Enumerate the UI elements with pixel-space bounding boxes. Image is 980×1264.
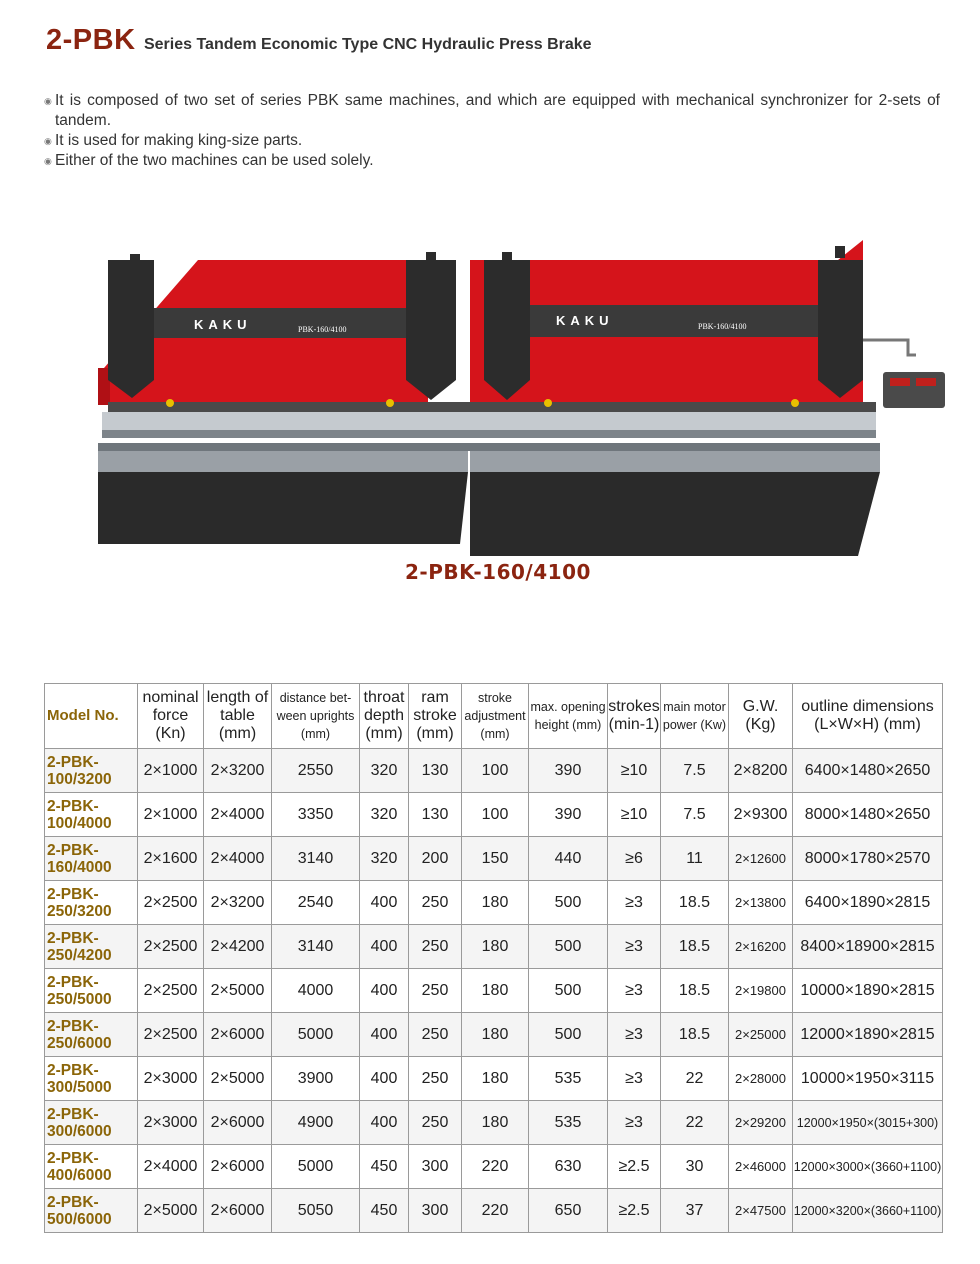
cell-throat-depth: 400 bbox=[360, 925, 409, 969]
cell-outline-dimensions: 6400×1480×2650 bbox=[793, 749, 943, 793]
cell-ram-stroke: 250 bbox=[409, 925, 462, 969]
cell-motor-power: 22 bbox=[661, 1101, 729, 1145]
cell-nominal-force: 2×1600 bbox=[138, 837, 204, 881]
feature-item bbox=[44, 151, 940, 171]
col-table-length: length of table (mm) bbox=[204, 684, 272, 749]
cell-nominal-force: 2×4000 bbox=[138, 1145, 204, 1189]
cell-model: 2-PBK-250/5000 bbox=[45, 969, 138, 1013]
cell-ram-stroke: 250 bbox=[409, 1013, 462, 1057]
cell-upright-distance: 3140 bbox=[272, 925, 360, 969]
cell-strokes: ≥6 bbox=[608, 837, 661, 881]
cell-nominal-force: 2×5000 bbox=[138, 1189, 204, 1233]
cell-opening-height: 630 bbox=[529, 1145, 608, 1189]
cell-model: 2-PBK-250/6000 bbox=[45, 1013, 138, 1057]
table-row bbox=[45, 925, 943, 969]
cell-motor-power: 30 bbox=[661, 1145, 729, 1189]
cell-gross-weight: 2×13800 bbox=[729, 881, 793, 925]
cell-upright-distance: 5000 bbox=[272, 1145, 360, 1189]
cell-strokes: ≥10 bbox=[608, 793, 661, 837]
cell-stroke-adjustment: 180 bbox=[462, 1101, 529, 1145]
cell-table-length: 2×6000 bbox=[204, 1189, 272, 1233]
cell-strokes: ≥3 bbox=[608, 1057, 661, 1101]
table-row bbox=[45, 793, 943, 837]
cell-gross-weight: 2×16200 bbox=[729, 925, 793, 969]
cell-model: 2-PBK-160/4000 bbox=[45, 837, 138, 881]
table-row bbox=[45, 1189, 943, 1233]
cell-table-length: 2×4200 bbox=[204, 925, 272, 969]
col-nominal-force: nominal force (Kn) bbox=[138, 684, 204, 749]
cell-strokes: ≥3 bbox=[608, 881, 661, 925]
page-title bbox=[46, 24, 592, 57]
cell-opening-height: 535 bbox=[529, 1101, 608, 1145]
table-header-row bbox=[45, 684, 943, 749]
cell-stroke-adjustment: 100 bbox=[462, 749, 529, 793]
cell-ram-stroke: 300 bbox=[409, 1189, 462, 1233]
cell-throat-depth: 320 bbox=[360, 749, 409, 793]
brand-left: KAKU bbox=[194, 317, 252, 332]
cell-opening-height: 390 bbox=[529, 793, 608, 837]
cell-strokes: ≥3 bbox=[608, 969, 661, 1013]
cell-strokes: ≥2.5 bbox=[608, 1189, 661, 1233]
cell-upright-distance: 3350 bbox=[272, 793, 360, 837]
title-series: 2-PBK bbox=[46, 24, 136, 56]
table-row bbox=[45, 1101, 943, 1145]
cell-nominal-force: 2×2500 bbox=[138, 1013, 204, 1057]
cell-stroke-adjustment: 180 bbox=[462, 969, 529, 1013]
cell-nominal-force: 2×3000 bbox=[138, 1057, 204, 1101]
cell-stroke-adjustment: 100 bbox=[462, 793, 529, 837]
table-row bbox=[45, 749, 943, 793]
cell-stroke-adjustment: 180 bbox=[462, 1013, 529, 1057]
cell-nominal-force: 2×2500 bbox=[138, 925, 204, 969]
cell-opening-height: 650 bbox=[529, 1189, 608, 1233]
col-throat-depth: throat depth (mm) bbox=[360, 684, 409, 749]
cell-stroke-adjustment: 180 bbox=[462, 881, 529, 925]
cell-nominal-force: 2×1000 bbox=[138, 793, 204, 837]
cell-throat-depth: 320 bbox=[360, 793, 409, 837]
cell-outline-dimensions: 10000×1950×3115 bbox=[793, 1057, 943, 1101]
cell-gross-weight: 2×46000 bbox=[729, 1145, 793, 1189]
col-outline-dimensions: outline dimensions (L×W×H) (mm) bbox=[793, 684, 943, 749]
cell-model: 2-PBK-400/6000 bbox=[45, 1145, 138, 1189]
feature-text: It is used for making king-size parts. bbox=[55, 132, 303, 149]
cell-motor-power: 11 bbox=[661, 837, 729, 881]
cell-upright-distance: 2540 bbox=[272, 881, 360, 925]
cell-motor-power: 18.5 bbox=[661, 881, 729, 925]
cell-ram-stroke: 130 bbox=[409, 749, 462, 793]
cell-throat-depth: 400 bbox=[360, 1101, 409, 1145]
cell-model: 2-PBK-100/4000 bbox=[45, 793, 138, 837]
cell-outline-dimensions: 12000×1890×2815 bbox=[793, 1013, 943, 1057]
cell-ram-stroke: 250 bbox=[409, 1101, 462, 1145]
cell-outline-dimensions: 12000×1950×(3015+300) bbox=[793, 1101, 943, 1145]
cell-gross-weight: 2×9300 bbox=[729, 793, 793, 837]
col-stroke-adjustment: stroke adjustment (mm) bbox=[462, 684, 529, 749]
col-upright-distance: distance bet-ween uprights (mm) bbox=[272, 684, 360, 749]
cell-upright-distance: 3140 bbox=[272, 837, 360, 881]
cell-opening-height: 500 bbox=[529, 969, 608, 1013]
cell-gross-weight: 2×29200 bbox=[729, 1101, 793, 1145]
feature-list bbox=[44, 91, 940, 171]
cell-stroke-adjustment: 150 bbox=[462, 837, 529, 881]
model-plate-left: PBK-160/4100 bbox=[298, 325, 347, 334]
cell-stroke-adjustment: 180 bbox=[462, 925, 529, 969]
cell-outline-dimensions: 12000×3200×(3660+1100) bbox=[793, 1189, 943, 1233]
title-description: Series Tandem Economic Type CNC Hydraulic Press Brake bbox=[143, 36, 592, 53]
photo-caption: 2-PBK-160/4100 bbox=[405, 560, 591, 584]
cell-model: 2-PBK-100/3200 bbox=[45, 749, 138, 793]
cell-motor-power: 7.5 bbox=[661, 749, 729, 793]
cell-motor-power: 22 bbox=[661, 1057, 729, 1101]
cell-strokes: ≥2.5 bbox=[608, 1145, 661, 1189]
cell-stroke-adjustment: 220 bbox=[462, 1189, 529, 1233]
cell-opening-height: 500 bbox=[529, 1013, 608, 1057]
cell-opening-height: 390 bbox=[529, 749, 608, 793]
table-row bbox=[45, 1057, 943, 1101]
spec-table bbox=[44, 683, 943, 1233]
cell-upright-distance: 4000 bbox=[272, 969, 360, 1013]
bullet-icon: ◉ bbox=[44, 96, 52, 106]
cell-nominal-force: 2×2500 bbox=[138, 881, 204, 925]
col-motor-power: main motor power (Kw) bbox=[661, 684, 729, 749]
cell-table-length: 2×3200 bbox=[204, 881, 272, 925]
cell-table-length: 2×6000 bbox=[204, 1013, 272, 1057]
cell-opening-height: 500 bbox=[529, 881, 608, 925]
cell-gross-weight: 2×28000 bbox=[729, 1057, 793, 1101]
cell-model: 2-PBK-300/5000 bbox=[45, 1057, 138, 1101]
col-gross-weight: G.W. (Kg) bbox=[729, 684, 793, 749]
cell-ram-stroke: 200 bbox=[409, 837, 462, 881]
col-opening-height: max. opening height (mm) bbox=[529, 684, 608, 749]
cell-gross-weight: 2×8200 bbox=[729, 749, 793, 793]
cell-opening-height: 500 bbox=[529, 925, 608, 969]
cell-motor-power: 7.5 bbox=[661, 793, 729, 837]
cell-upright-distance: 5050 bbox=[272, 1189, 360, 1233]
cell-throat-depth: 400 bbox=[360, 969, 409, 1013]
cell-strokes: ≥3 bbox=[608, 925, 661, 969]
table-row bbox=[45, 969, 943, 1013]
cell-table-length: 2×4000 bbox=[204, 837, 272, 881]
bullet-icon: ◉ bbox=[44, 156, 52, 166]
cell-model: 2-PBK-250/3200 bbox=[45, 881, 138, 925]
cell-outline-dimensions: 12000×3000×(3660+1100) bbox=[793, 1145, 943, 1189]
cell-opening-height: 440 bbox=[529, 837, 608, 881]
cell-upright-distance: 5000 bbox=[272, 1013, 360, 1057]
machine-photo bbox=[98, 240, 958, 570]
cell-gross-weight: 2×47500 bbox=[729, 1189, 793, 1233]
col-model: Model No. bbox=[45, 684, 138, 749]
cell-nominal-force: 2×2500 bbox=[138, 969, 204, 1013]
model-plate-right: PBK-160/4100 bbox=[698, 322, 747, 331]
cell-table-length: 2×5000 bbox=[204, 969, 272, 1013]
cell-table-length: 2×4000 bbox=[204, 793, 272, 837]
cell-gross-weight: 2×19800 bbox=[729, 969, 793, 1013]
cell-strokes: ≥10 bbox=[608, 749, 661, 793]
cell-stroke-adjustment: 220 bbox=[462, 1145, 529, 1189]
table-row bbox=[45, 881, 943, 925]
cell-model: 2-PBK-500/6000 bbox=[45, 1189, 138, 1233]
cell-nominal-force: 2×1000 bbox=[138, 749, 204, 793]
cell-ram-stroke: 250 bbox=[409, 1057, 462, 1101]
cell-upright-distance: 2550 bbox=[272, 749, 360, 793]
bullet-icon: ◉ bbox=[44, 136, 52, 146]
cell-gross-weight: 2×12600 bbox=[729, 837, 793, 881]
cell-model: 2-PBK-250/4200 bbox=[45, 925, 138, 969]
cell-opening-height: 535 bbox=[529, 1057, 608, 1101]
feature-item bbox=[44, 91, 940, 131]
cell-strokes: ≥3 bbox=[608, 1101, 661, 1145]
table-row bbox=[45, 1145, 943, 1189]
feature-item bbox=[44, 131, 940, 151]
brand-right: KAKU bbox=[556, 313, 614, 328]
cell-motor-power: 18.5 bbox=[661, 969, 729, 1013]
cell-outline-dimensions: 8000×1780×2570 bbox=[793, 837, 943, 881]
cell-table-length: 2×3200 bbox=[204, 749, 272, 793]
cell-nominal-force: 2×3000 bbox=[138, 1101, 204, 1145]
cell-throat-depth: 400 bbox=[360, 1013, 409, 1057]
cell-throat-depth: 400 bbox=[360, 1057, 409, 1101]
col-ram-stroke: ram stroke (mm) bbox=[409, 684, 462, 749]
table-row bbox=[45, 837, 943, 881]
cell-motor-power: 37 bbox=[661, 1189, 729, 1233]
cell-stroke-adjustment: 180 bbox=[462, 1057, 529, 1101]
cell-ram-stroke: 250 bbox=[409, 881, 462, 925]
cell-ram-stroke: 130 bbox=[409, 793, 462, 837]
cell-ram-stroke: 300 bbox=[409, 1145, 462, 1189]
table-row bbox=[45, 1013, 943, 1057]
cell-ram-stroke: 250 bbox=[409, 969, 462, 1013]
cell-upright-distance: 3900 bbox=[272, 1057, 360, 1101]
cell-outline-dimensions: 8400×18900×2815 bbox=[793, 925, 943, 969]
cell-gross-weight: 2×25000 bbox=[729, 1013, 793, 1057]
feature-text: It is composed of two set of series PBK same machines, and which are equipped with mechanical synchronizer for 2-sets of tandem. bbox=[55, 92, 940, 129]
cell-throat-depth: 450 bbox=[360, 1145, 409, 1189]
feature-text: Either of the two machines can be used solely. bbox=[55, 152, 374, 169]
cell-motor-power: 18.5 bbox=[661, 1013, 729, 1057]
cell-motor-power: 18.5 bbox=[661, 925, 729, 969]
cell-strokes: ≥3 bbox=[608, 1013, 661, 1057]
cell-throat-depth: 450 bbox=[360, 1189, 409, 1233]
cell-throat-depth: 320 bbox=[360, 837, 409, 881]
cell-table-length: 2×5000 bbox=[204, 1057, 272, 1101]
cell-outline-dimensions: 10000×1890×2815 bbox=[793, 969, 943, 1013]
cell-model: 2-PBK-300/6000 bbox=[45, 1101, 138, 1145]
cell-upright-distance: 4900 bbox=[272, 1101, 360, 1145]
cell-table-length: 2×6000 bbox=[204, 1145, 272, 1189]
cell-table-length: 2×6000 bbox=[204, 1101, 272, 1145]
cell-outline-dimensions: 8000×1480×2650 bbox=[793, 793, 943, 837]
cell-throat-depth: 400 bbox=[360, 881, 409, 925]
col-strokes: strokes (min-1) bbox=[608, 684, 661, 749]
cell-outline-dimensions: 6400×1890×2815 bbox=[793, 881, 943, 925]
